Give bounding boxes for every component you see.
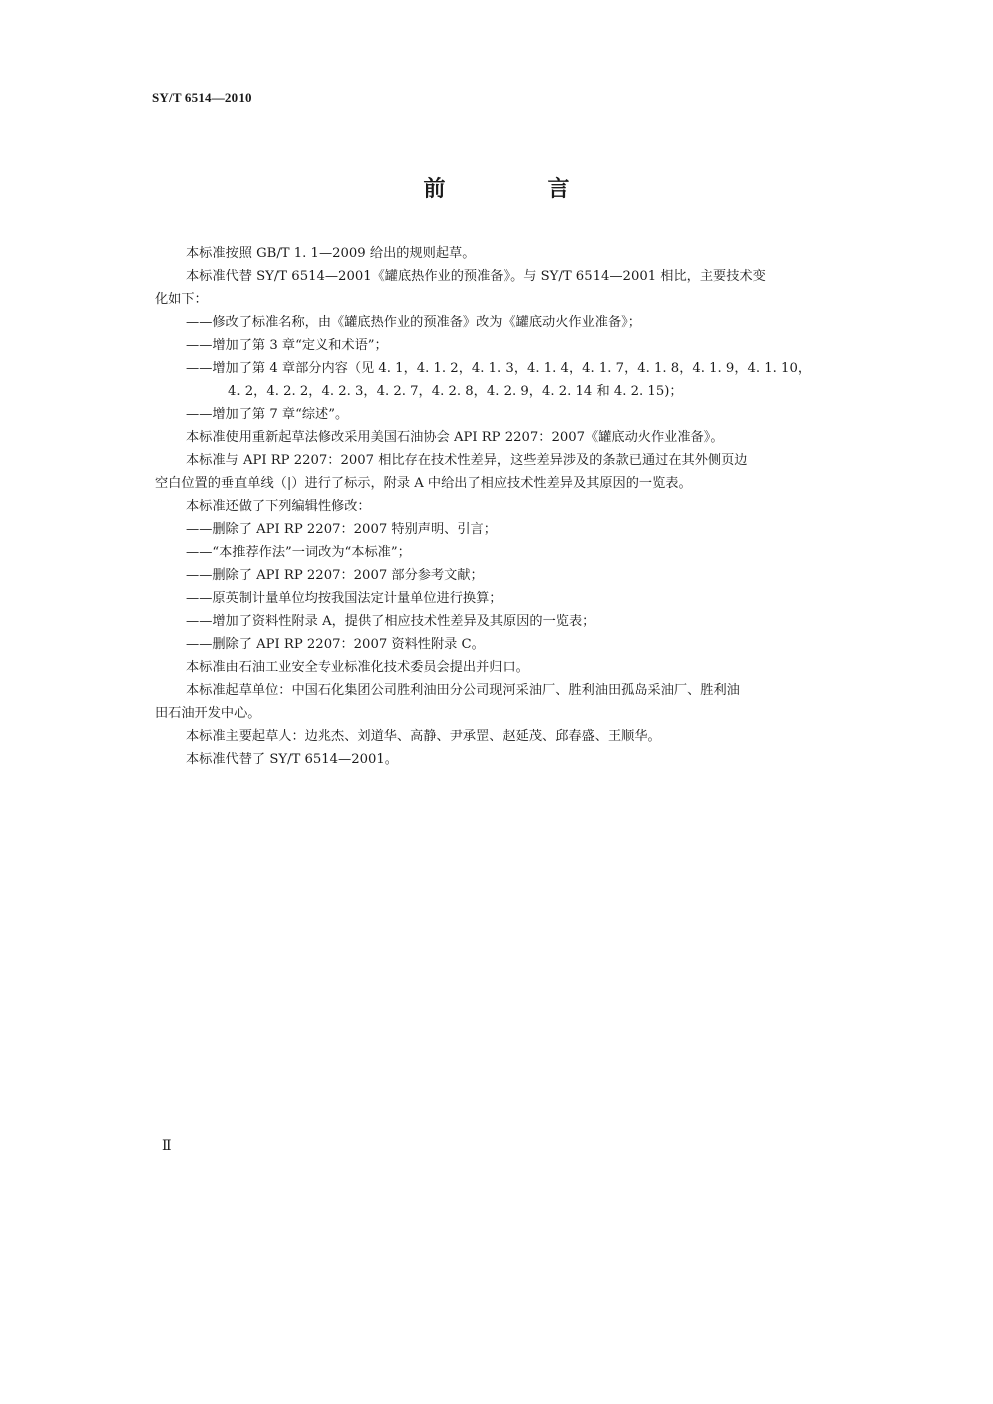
standard-code: SY/T 6514—2010 [152,90,252,105]
paragraph-adoption: 本标准使用重新起草法修改采用美国石油协会 API RP 2207：2007《罐底动火作业准备》。 [186,430,724,445]
editorial-item-2: ——“本推荐作法”一词改为“本标准”； [186,545,411,560]
editorial-item-4: ——原英制计量单位均按我国法定计量单位进行换算； [186,591,503,606]
editorial-item-5: ——增加了资料性附录 A，提供了相应技术性差异及其原因的一览表； [186,614,596,629]
paragraph-drafters: 本标准主要起草人：边兆杰、刘道华、高静、尹承罡、赵延茂、邱春盛、王顺华。 [186,729,661,744]
page-title: 前 言 [423,177,610,202]
change-item-3-line2: 4. 2，4. 2. 2，4. 2. 3，4. 2. 7，4. 2. 8，4. 2. 9，4. 2. 14 和 4. 2. 15)； [228,384,683,399]
change-item-1: ——修改了标准名称，由《罐底热作业的预准备》改为《罐底动火作业准备》； [186,315,641,330]
change-item-2: ——增加了第 3 章“定义和术语”； [186,338,388,353]
paragraph-differences-line1: 本标准与 API RP 2207：2007 相比存在技术性差异，这些差异涉及的条款已通过在其外侧页边 [186,453,748,468]
paragraph-committee: 本标准由石油工业安全专业标准化技术委员会提出并归口。 [186,660,529,675]
paragraph-replaced-standard: 本标准代替了 SY/T 6514—2001。 [186,752,398,767]
paragraph-replaces-line2: 化如下： [155,292,208,307]
paragraph-differences-line2: 空白位置的垂直单线（|）进行了标示，附录 A 中给出了相应技术性差异及其原因的一览表。 [155,476,692,491]
editorial-item-1: ——删除了 API RP 2207：2007 特别声明、引言； [186,522,497,537]
paragraph-editorial-intro: 本标准还做了下列编辑性修改： [186,499,371,514]
change-item-3-line1: ——增加了第 4 章部分内容（见 4. 1，4. 1. 2，4. 1. 3，4. 1. 4，4. 1. 7，4. 1. 8，4. 1. 9，4. 1. 10， [186,361,812,376]
paragraph-replaces-line1: 本标准代替 SY/T 6514—2001《罐底热作业的预准备》。与 SY/T 6514—2001 相比，主要技术变 [186,269,766,284]
editorial-item-6: ——删除了 API RP 2207：2007 资料性附录 C。 [186,637,485,652]
foreword-body [155,242,839,771]
paragraph-drafting-units-line1: 本标准起草单位：中国石化集团公司胜利油田分公司现河采油厂、胜利油田孤岛采油厂、胜利油 [186,683,740,698]
page-number: Ⅱ [162,1139,172,1154]
editorial-item-3: ——删除了 API RP 2207：2007 部分参考文献； [186,568,484,583]
paragraph-drafting-units-line2: 田石油开发中心。 [155,706,261,721]
paragraph-drafting-rules: 本标准按照 GB/T 1. 1—2009 给出的规则起草。 [186,246,476,261]
change-item-4: ——增加了第 7 章“综述”。 [186,407,349,422]
